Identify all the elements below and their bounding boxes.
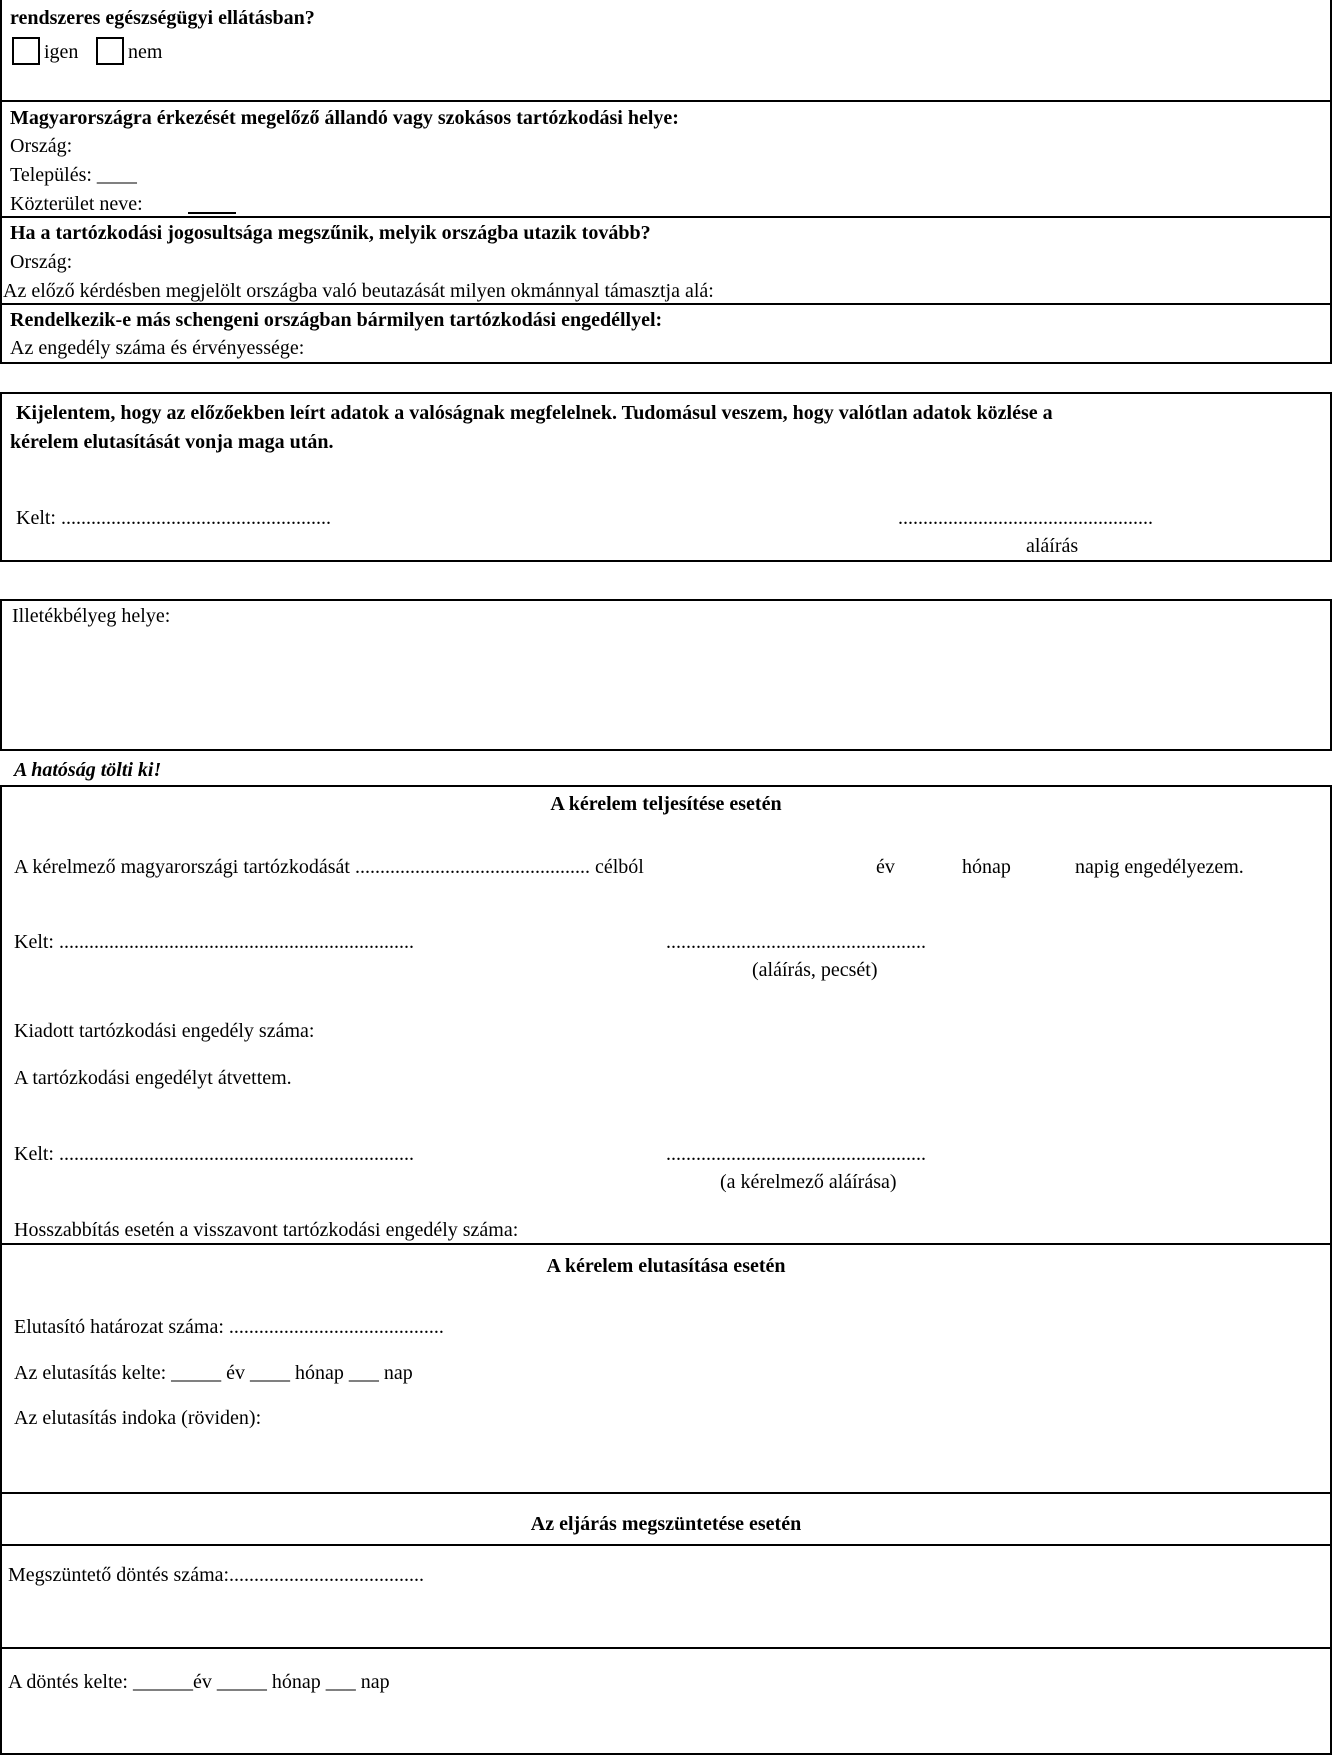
authority-note: A hatóság tölti ki! bbox=[14, 759, 162, 781]
approval-date-1: Kelt: ....................................................................... bbox=[14, 931, 414, 953]
no-label: nem bbox=[128, 41, 163, 63]
street-label: Közterület neve: bbox=[10, 193, 143, 215]
divider bbox=[0, 216, 1332, 218]
yes-checkbox[interactable] bbox=[12, 37, 40, 65]
approval-signature-label-1: (aláírás, pecsét) bbox=[752, 959, 878, 981]
approval-signature-label-2: (a kérelmező aláírása) bbox=[720, 1171, 897, 1193]
declaration-signature-label: aláírás bbox=[1026, 535, 1079, 557]
declaration-text-1: Kijelentem, hogy az előzőekben leírt adatok a valóságnak megfelelnek. Tudomásul veszem, hogy valótlan adatok közlése a bbox=[16, 402, 1053, 424]
street-underline bbox=[188, 212, 236, 214]
approval-month-label: hónap bbox=[962, 856, 1011, 878]
settlement-label: Település: ____ bbox=[10, 164, 137, 186]
permit-number-label: Az engedély száma és érvényessége: bbox=[10, 337, 305, 359]
divider bbox=[0, 1243, 1332, 1245]
approval-days-label: napig engedélyezem. bbox=[1075, 856, 1244, 878]
travel-doc-label: Az előző kérdésben megjelölt országba való beutazását milyen okmánnyal támasztja alá: bbox=[3, 280, 714, 302]
declaration-date: Kelt: ...................................................... bbox=[16, 507, 331, 529]
declaration-signature-line: ................................................... bbox=[898, 507, 1153, 529]
no-checkbox[interactable] bbox=[96, 37, 124, 65]
rejection-date: Az elutasítás kelte: _____ év ____ hónap ___ nap bbox=[14, 1362, 413, 1384]
divider bbox=[0, 100, 1332, 102]
divider bbox=[0, 1492, 1332, 1494]
country-label: Ország: bbox=[10, 135, 73, 157]
termination-date: A döntés kelte: ______év _____ hónap ___ nap bbox=[8, 1671, 390, 1693]
permit-received: A tartózkodási engedélyt átvettem. bbox=[14, 1067, 292, 1089]
prev-residence-title: Magyarországra érkezését megelőző állandó vagy szokásos tartózkodási helye: bbox=[10, 107, 679, 129]
next-country-title: Ha a tartózkodási jogosultsága megszűnik, melyik országba utazik tovább? bbox=[10, 222, 651, 244]
yes-label: igen bbox=[44, 41, 79, 63]
country2-label: Ország: bbox=[10, 251, 73, 273]
extension-permit-number: Hosszabbítás esetén a visszavont tartózkodási engedély száma: bbox=[14, 1219, 519, 1241]
divider bbox=[0, 303, 1332, 305]
divider bbox=[0, 1544, 1332, 1546]
approval-date-2: Kelt: ....................................................................... bbox=[14, 1143, 414, 1165]
approval-title: A kérelem teljesítése esetén bbox=[550, 793, 782, 815]
declaration-text-2: kérelem elutasítását vonja maga után. bbox=[10, 431, 334, 453]
termination-decision-number: Megszüntető döntés száma:....................................... bbox=[8, 1564, 425, 1586]
rejection-title: A kérelem elutasítása esetén bbox=[546, 1255, 786, 1277]
approval-signature-line-2: .................................................... bbox=[666, 1143, 926, 1165]
rejection-decision-number: Elutasító határozat száma: ........................................... bbox=[14, 1316, 444, 1338]
schengen-title: Rendelkezik-e más schengeni országban bármilyen tartózkodási engedéllyel: bbox=[10, 309, 663, 331]
approval-line-purpose: A kérelmező magyarországi tartózkodását ............................................... célból bbox=[14, 856, 644, 878]
divider bbox=[0, 1647, 1332, 1649]
approval-signature-line-1: .................................................... bbox=[666, 931, 926, 953]
health-question: rendszeres egészségügyi ellátásban? bbox=[10, 7, 315, 29]
approval-year-label: év bbox=[876, 856, 895, 878]
issued-permit-number: Kiadott tartózkodási engedély száma: bbox=[14, 1020, 315, 1042]
stamp-label: Illetékbélyeg helye: bbox=[12, 605, 171, 627]
rejection-reason: Az elutasítás indoka (röviden): bbox=[14, 1407, 262, 1429]
termination-title: Az eljárás megszüntetése esetén bbox=[530, 1513, 802, 1535]
stamp-box bbox=[0, 599, 1332, 751]
